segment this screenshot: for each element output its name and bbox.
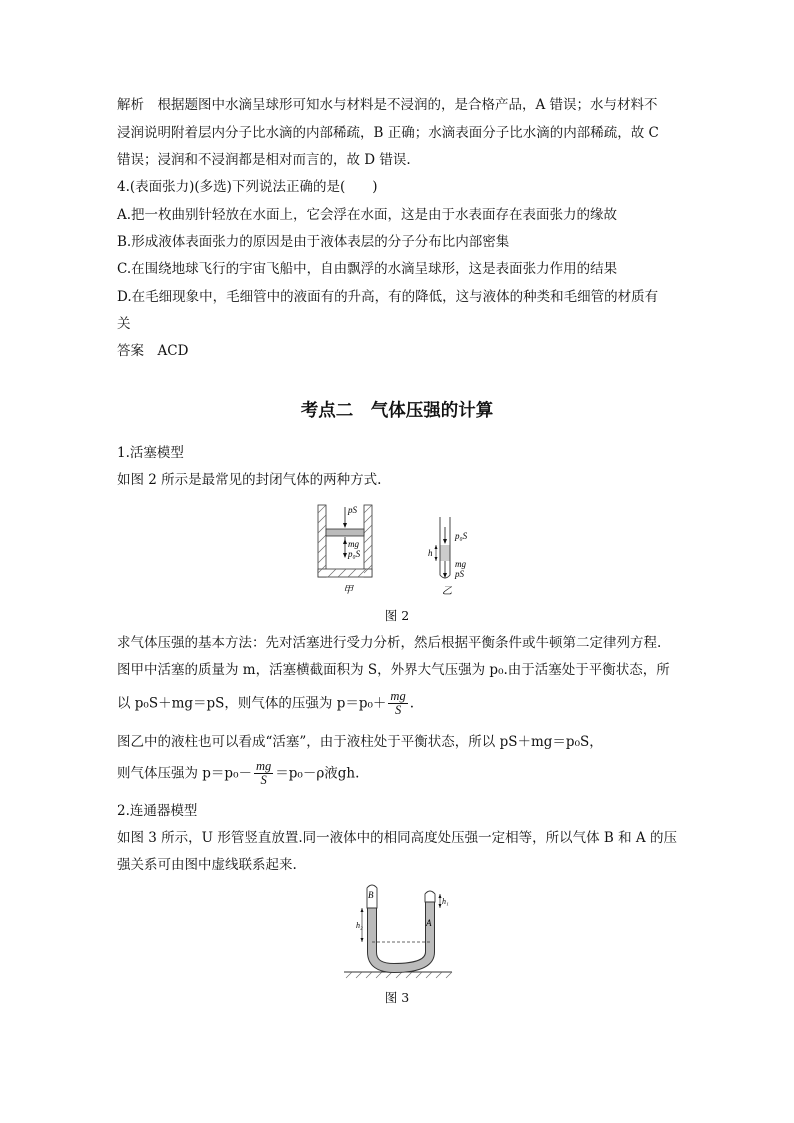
analysis-line-3: 错误；浸润和不浸润都是相对而言的，故 D 错误. [117,152,411,168]
method-text: 求气体压强的基本方法：先对活塞进行受力分析，然后根据平衡条件或牛顿第二定律列方程. [117,635,662,651]
jia-frac-den: S [394,703,402,717]
figure-2-caption: 图 2 [384,608,410,623]
answer: 答案 ACD [117,343,189,359]
jia-eq-prefix: 以 p₀S＋mg＝pS，则气体的压强为 p＝p₀＋ [117,695,387,712]
label-h-yi: h [428,548,433,558]
liquid-column [441,545,450,561]
label-pS-jia: pS [348,505,357,515]
option-d-line-2: 关 [117,316,131,332]
jia-text: 图甲中活塞的质量为 m，活塞横截面积为 S，外界大气压强为 p₀.由于活塞处于平衡状态，所 [117,662,670,678]
yi-frac-num: mg [256,759,272,773]
yi-eq-suffix: ＝p₀－ρ液gh. [275,765,360,782]
label-h2: h₂ [356,921,363,930]
yi-equation [117,760,682,794]
label-p0S-yi: p₀S [455,531,468,541]
jia-equation [117,690,682,724]
figure-2-tube [428,517,468,597]
model-2-line-1: 如图 3 所示，U 形管竖直放置.同一液体中的相同高度处压强一定相等，所以气体 B 和 A 的压 [117,830,677,846]
yi-eq-prefix: 则气体压强为 p＝p₀－ [117,765,252,782]
jia-fraction [388,690,407,717]
figure-3 [342,880,454,980]
figure-2-cylinder [318,505,372,596]
model-2-line-2: 强关系可由图中虚线联系起来. [117,857,297,873]
label-pS-yi: pS [455,569,464,579]
label-mg-yi: mg [455,559,466,569]
label-h1: h₁ [442,897,449,906]
section-heading: 考点二 气体压强的计算 [300,401,494,421]
option-a: A.把一枚曲别针轻放在水面上，它会浮在水面，这是由于水表面存在表面张力的缘故 [117,207,618,223]
yi-frac-den: S [260,773,267,787]
yi-text: 图乙中的液柱也可以看成“活塞”，由于液柱处于平衡状态，所以 pS＋mg＝p₀S， [117,734,603,750]
u-tube-liquid [372,902,430,968]
label-p0S-jia: p₀S [348,549,361,559]
option-c: C.在围绕地球飞行的宇宙飞船中，自由飘浮的水滴呈球形，这是表面张力作用的结果 [117,261,618,277]
model-2-title: 2.连通器模型 [117,803,198,819]
figure-3-caption: 图 3 [384,990,410,1005]
figure-2 [312,497,492,597]
analysis-line-2: 浸润说明附着层内分子比水滴的内部稀疏，B 正确；水滴表面分子比水滴的内部稀疏，故 C [117,125,659,141]
u-tube-outline [372,902,430,968]
jia-frac-num: mg [390,689,406,703]
model-1-intro: 如图 2 所示是最常见的封闭气体的两种方式. [117,472,382,488]
piston [326,529,364,536]
question-4-stem: 4.(表面张力)(多选)下列说法正确的是( ) [117,179,378,195]
analysis-line-1: 解析 根据题图中水滴呈球形可知水与材料是不浸润的，是合格产品，A 错误；水与材料不 [117,97,658,113]
gas-a [425,891,435,902]
label-A: A [426,918,432,928]
model-1-title: 1.活塞模型 [117,445,184,461]
option-d-line-1: D.在毛细现象中，毛细管中的液面有的升高，有的降低，这与液体的种类和毛细管的材质有 [117,289,659,305]
label-mg-jia: mg [348,539,359,549]
yi-fraction [254,760,273,787]
caption-jia: 甲 [343,585,353,596]
jia-eq-suffix: . [409,695,414,712]
caption-yi: 乙 [442,586,452,597]
label-B: B [368,890,374,900]
option-b: B.形成液体表面张力的原因是由于液体表层的分子分布比内部密集 [117,234,510,250]
